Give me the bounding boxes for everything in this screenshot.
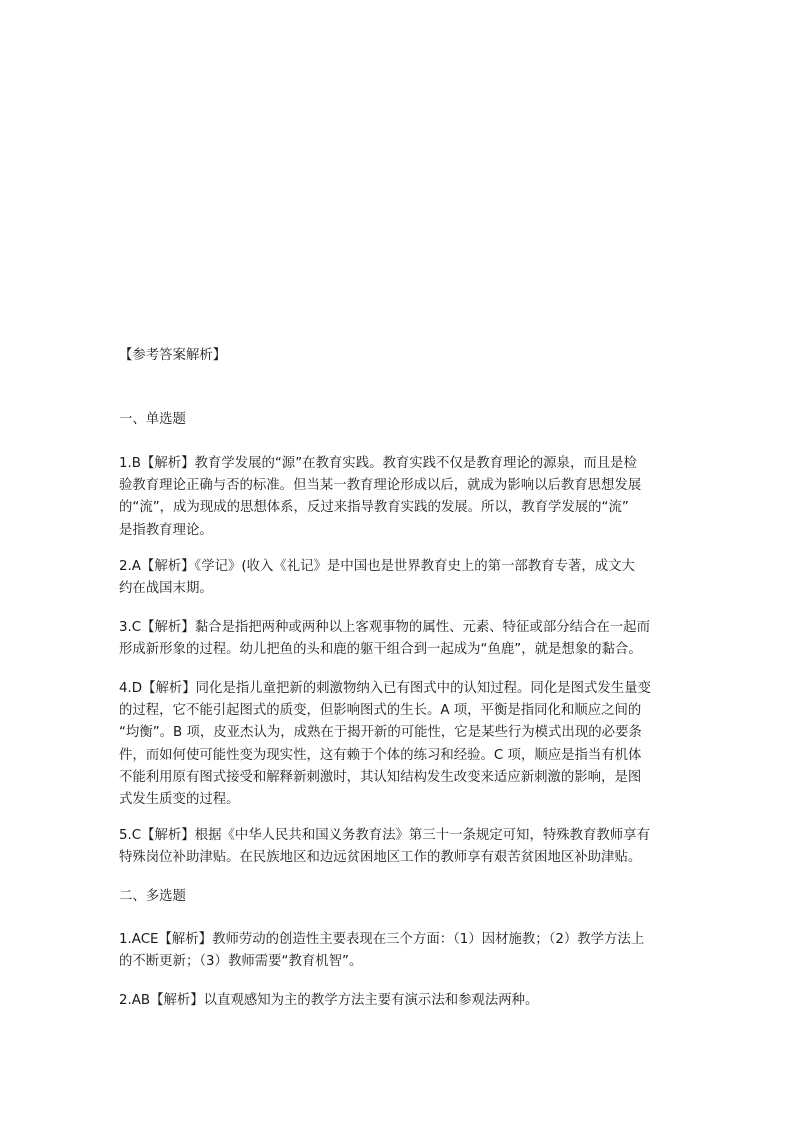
text-line: 1.ACE【解析】教师劳动的创造性主要表现在三个方面：（1）因材施教；（2）教学方法上 xyxy=(119,932,645,947)
text-line: 4.D【解析】同化是指儿童把新的刺激物纳入已有图式中的认知过程。同化是图式发生量变 xyxy=(119,681,651,696)
text-line: “均衡”。B 项，皮亚杰认为，成熟在于揭开新的可能性，它是某些行为模式出现的必要条 xyxy=(119,725,642,741)
text-line: 5.C【解析】根据《中华人民共和国义务教育法》第三十一条规定可知，特殊教育教师享有 xyxy=(119,828,650,843)
text-line: 约在战国末期。 xyxy=(119,581,213,597)
answer-explanation-single-4 xyxy=(119,678,675,811)
text-line: 2.AB【解析】以直观感知为主的教学方法主要有演示法和参观法两种。 xyxy=(119,993,539,1008)
answer-explanation-multi-1 xyxy=(119,929,675,973)
text-line: 1.B【解析】教育学发展的“源”在教育实践。教育实践不仅是教育理论的源泉，而且是检 xyxy=(119,456,637,471)
text-line: 特殊岗位补助津贴。在民族地区和边远贫困地区工作的教师享有艰苦贫困地区补助津贴。 xyxy=(119,850,642,866)
answer-explanation-multi-2 xyxy=(119,990,675,1012)
text-line: 件，而如何使可能性变为现实性，这有赖于个体的练习和经验。C 项，顺应是指当有机体 xyxy=(119,747,642,763)
answer-explanation-single-3 xyxy=(119,617,675,661)
answer-explanation-single-5 xyxy=(119,825,675,869)
text-line: 的过程，它不能引起图式的质变，但影响图式的生长。A 项，平衡是指同化和顺应之间的 xyxy=(119,703,642,719)
answer-explanation-single-2 xyxy=(119,556,675,600)
answer-explanation-single-1 xyxy=(119,453,675,542)
section-heading-multiple-choice: 二、多选题 xyxy=(119,889,186,904)
text-line: 式发生质变的过程。 xyxy=(119,792,240,808)
text-line: 的“流”，成为现成的思想体系，反过来指导教育实践的发展。所以，教育学发展的“流” xyxy=(119,500,629,516)
document-title: 【参考答案解析】 xyxy=(119,348,227,363)
text-line: 是指教育理论。 xyxy=(119,522,213,538)
text-line: 2.A【解析】《学记》(收入《礼记》是中国也是世界教育史上的第一部教育专著，成文大 xyxy=(119,559,635,574)
text-line: 不能利用原有图式接受和解释新刺激时，其认知结构发生改变来适应新刺激的影响，是图 xyxy=(119,769,642,785)
text-line: 3.C【解析】黏合是指把两种或两种以上客观事物的属性、元素、特征或部分结合在一起而 xyxy=(119,620,650,635)
text-line: 验教育理论正确与否的标准。但当某一教育理论形成以后，就成为影响以后教育思想发展 xyxy=(119,478,642,494)
text-line: 形成新形象的过程。幼儿把鱼的头和鹿的躯干组合到一起成为“鱼鹿”，就是想象的黏合。 xyxy=(119,642,642,658)
section-heading-single-choice: 一、单选题 xyxy=(119,412,186,427)
text-line: 的不断更新；（3）教师需要“教育机智”。 xyxy=(119,954,363,970)
